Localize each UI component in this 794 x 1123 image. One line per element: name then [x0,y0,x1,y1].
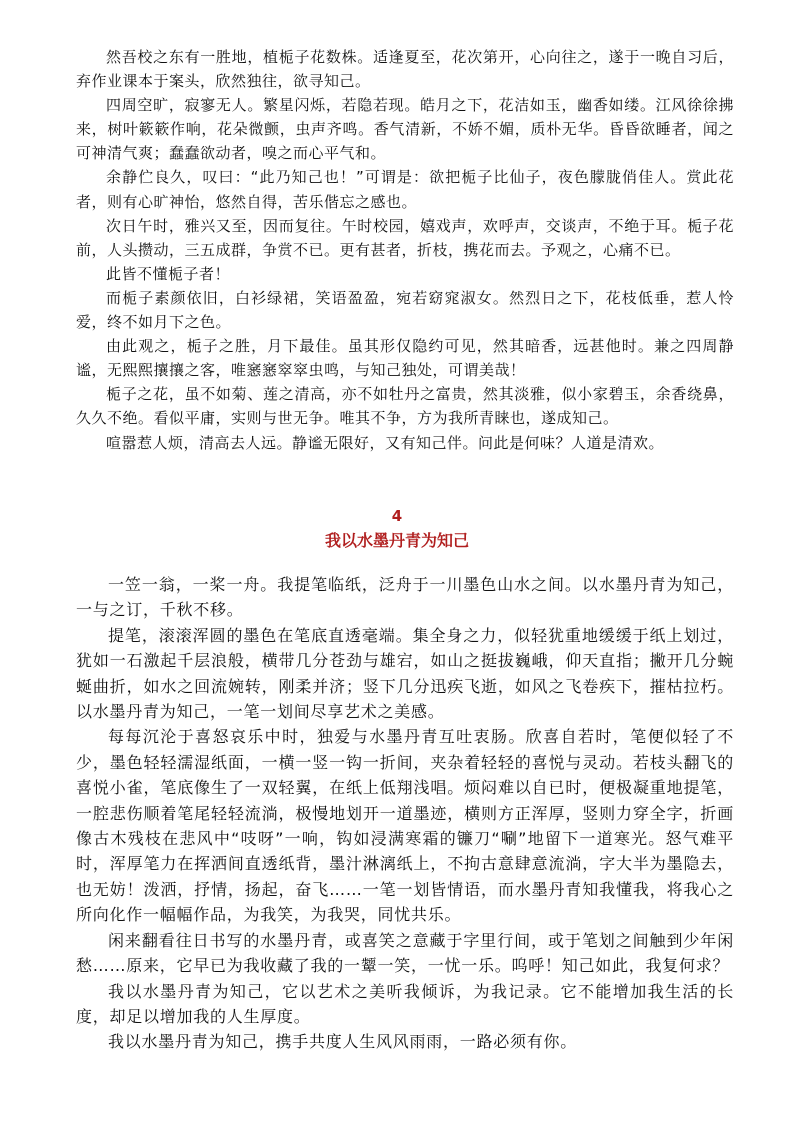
paragraph: 喧嚣惹人烦，清高去人远。静谧无限好，又有知己伴。问此是何味？人道是清欢。 [106,433,665,452]
essay-title: 我以水墨丹青为知己 [324,531,469,550]
paragraph: 闲来翻看往日书写的水墨丹青，或喜笑之意藏于字里行间，或于笔划之间触到少年闲愁……原来，它早已为我收藏了我的一颦一笑，一忧一乐。呜呼！知己如此，我复何求？ [76,930,734,976]
paragraph: 然吾校之东有一胜地，植栀子花数株。适逢夏至，花次第开，心向往之，遂于一晚自习后，弃作业课本于案头，欣然独往，欲寻知己。 [76,48,734,91]
paragraph: 而栀子素颜依旧，白衫绿裙，笑语盈盈，宛若窈窕淑女。然烈日之下，花枝低垂，惹人怜爱，终不如月下之色。 [76,288,734,332]
paragraph: 余静伫良久，叹曰：“此乃知己也！”可谓是：欲把栀子比仙子，夜色朦胧俏佳人。赏此花者，则有心旷神怡，悠然自得，苦乐偕忘之感也。 [76,168,734,211]
paragraph: 栀子之花，虽不如菊、莲之清高，亦不如牡丹之富贵，然其淡雅，似小家碧玉，余香绕鼻，久久不绝。看似平庸，实则与世无争。唯其不争，方为我所青睐也，遂成知己。 [76,385,734,428]
paragraph: 每每沉沦于喜怒哀乐中时，独爱与水墨丹青互吐衷肠。欣喜自若时，笔便似轻了不少，墨色轻轻濡湿纸面，一横一竖一钩一折间，夹杂着轻轻的喜悦与灵动。若枝头翻飞的喜悦小雀，笔底像生了一双轻翼，在纸上低翔浅唱。烦闷难以自已时，便极凝重地提笔，一腔悲伤顺着笔尾轻轻流淌，极慢地划开一道墨迹，横则方正浑厚，竖则力穿全字，折画像古木残枝在悲风中“吱呀”一响，钩如浸满寒霜的镰刀“唰”地留下一道寒光。怒气难平时，浑厚笔力在挥洒间直透纸背，墨汁淋漓纸上，不拘古意肆意流淌，字大半为墨隐去，也无妨！泼洒，抒情，扬起，奋飞……一笔一划皆情语，而水墨丹青知我懂我，将我心之所向化作一幅幅作品，为我笑，为我哭，同忧共乐。 [76,727,734,925]
essay-number: 4 [391,507,403,525]
paragraph: 一笠一翁，一桨一舟。我提笔临纸，泛舟于一川墨色山水之间。以水墨丹青为知己，一与之订，千秋不移。 [76,575,734,620]
paragraph: 次日午时，雅兴又至，因而复往。午时校园，嬉戏声，欢呼声，交谈声，不绝于耳。栀子花前，人头攒动，三五成群，争赏不已。更有甚者，折枝，携花而去。予观之，心痛不已。 [76,216,734,259]
paragraph: 我以水墨丹青为知己，它以艺术之美听我倾诉，为我记录。它不能增加我生活的长度，却足以增加我的人生厚度。 [76,981,734,1026]
paragraph: 此皆不懂栀子者！ [106,264,231,283]
paragraph: 由此观之，栀子之胜，月下最佳。虽其形仅隐约可见，然其暗香，远甚他时。兼之四周静谧，无熙熙攘攘之客，唯窸窸窣窣虫鸣，与知己独处，可谓美哉！ [76,337,734,380]
paragraph: 我以水墨丹青为知己，携手共度人生风风雨雨，一路必须有你。 [108,1032,578,1052]
paragraph: 四周空旷，寂寥无人。繁星闪烁，若隐若现。皓月之下，花洁如玉，幽香如缕。江风徐徐拂来，树叶簌簌作响，花朵微颤，虫声齐鸣。香气清新，不娇不媚，质朴无华。昏昏欲睡者，闻之可神清气爽；蠢蠢欲动者，嗅之而心平气和。 [76,96,734,163]
essay-4-body [76,572,734,1055]
paragraph: 提笔，滚滚浑圆的墨色在笔底直透毫端。集全身之力，似轻犹重地缓缓于纸上划过，犹如一石激起千层浪般，横带几分苍劲与雄宕，如山之挺拔巍峨，仰天直指；撇开几分蜿蜒曲折，如水之回流婉转，刚柔并济；竖下几分迅疾飞逝，如风之飞卷疾下，摧枯拉朽。以水墨丹青为知己，一笔一划间尽享艺术之美感。 [76,625,734,722]
essay-3-body [76,45,734,455]
